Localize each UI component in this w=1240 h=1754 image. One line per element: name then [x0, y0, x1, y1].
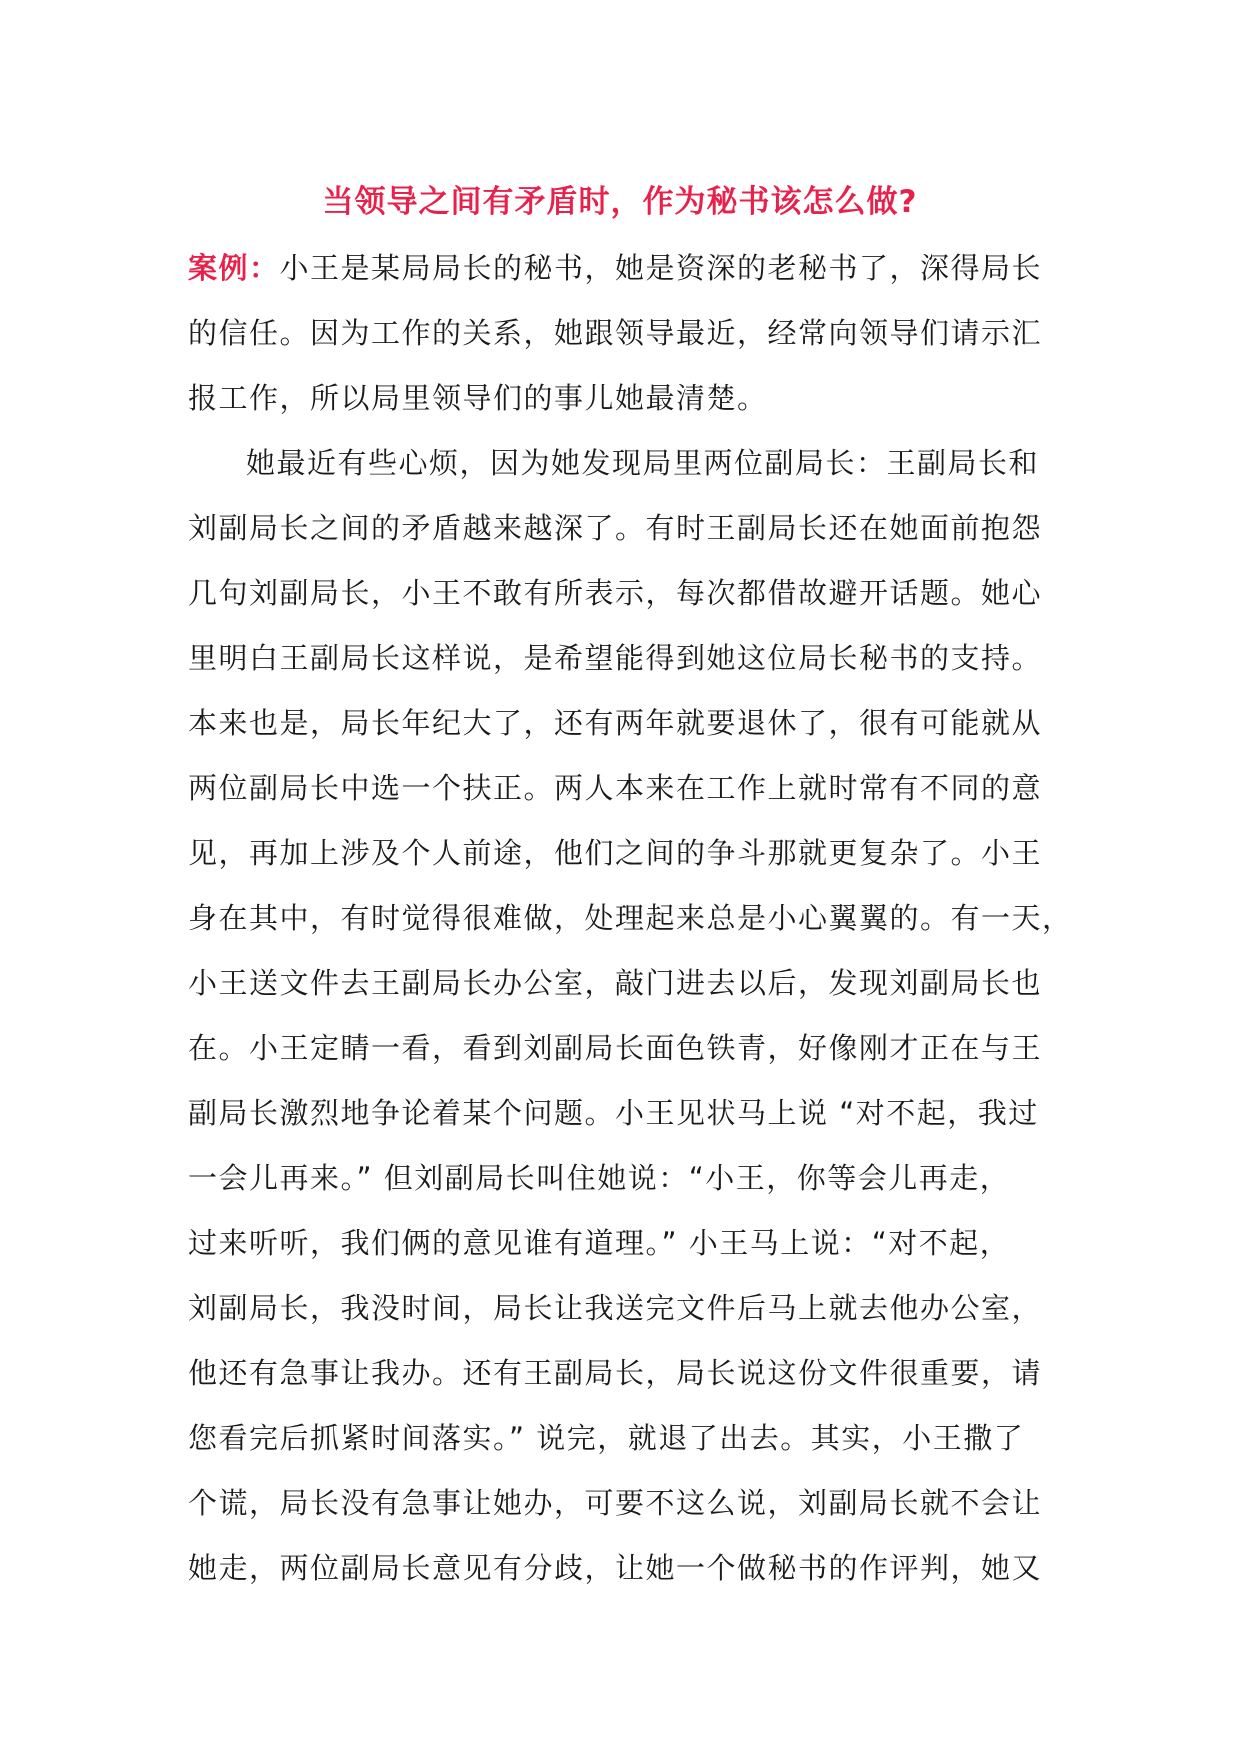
body-line: 她走，两位副局长意见有分歧，让她一个做秘书的作评判，她又	[188, 1551, 1043, 1585]
body-line: 个谎，局长没有急事让她办，可要不这么说，刘副局长就不会让	[188, 1486, 1043, 1520]
body-line: 过来听听，我们俩的意见谁有道理。” 小王马上说：“对不起，	[188, 1226, 1011, 1260]
body-line: 见，再加上涉及个人前途，他们之间的争斗那就更复杂了。小王	[188, 836, 1043, 870]
body-line: 小王送文件去王副局长办公室，敲门进去以后，发现刘副局长也	[188, 966, 1043, 1000]
body-line: 里明白王副局长这样说，是希望能得到她这位局长秘书的支持。	[188, 641, 1043, 675]
document-body	[188, 236, 1073, 1601]
body-line: 身在其中，有时觉得很难做，处理起来总是小心翼翼的。有一天，	[188, 901, 1073, 935]
body-line: 本来也是，局长年纪大了，还有两年就要退休了，很有可能就从	[188, 706, 1043, 740]
body-line: 他还有急事让我办。还有王副局长，局长说这份文件很重要，请	[188, 1356, 1043, 1390]
body-line: 您看完后抓紧时间落实。” 说完，就退了出去。其实，小王撒了	[188, 1421, 1025, 1455]
paragraph-start-line: 她最近有些心烦，因为她发现局里两位副局长：王副局长和	[246, 446, 1040, 480]
case-label: 案例：	[188, 251, 280, 285]
body-line: 刘副局长，我没时间，局长让我送完文件后马上就去他办公室，	[188, 1291, 1043, 1325]
body-line: 报工作，所以局里领导们的事儿她最清楚。	[188, 381, 768, 415]
body-line: 的信任。因为工作的关系，她跟领导最近，经常向领导们请示汇	[188, 316, 1043, 350]
body-line: 两位副局长中选一个扶正。两人本来在工作上就时常有不同的意	[188, 771, 1043, 805]
body-line: 刘副局长之间的矛盾越来越深了。有时王副局长还在她面前抱怨	[188, 511, 1043, 545]
body-line: 一会儿再来。” 但刘副局长叫住她说：“小王，你等会儿再走，	[188, 1161, 1011, 1195]
document-title: 当领导之间有矛盾时，作为秘书该怎么做?	[322, 184, 918, 220]
body-line: 在。小王定睛一看，看到刘副局长面色铁青，好像刚才正在与王	[188, 1031, 1043, 1065]
body-line-text: 小王是某局局长的秘书，她是资深的老秘书了，深得局长	[279, 251, 1043, 285]
body-line	[188, 236, 1058, 301]
body-line: 副局长激烈地争论着某个问题。小王见状马上说 “对不起，我过	[188, 1096, 1039, 1130]
body-line: 几句刘副局长，小王不敢有所表示，每次都借故避开话题。她心	[188, 576, 1043, 610]
